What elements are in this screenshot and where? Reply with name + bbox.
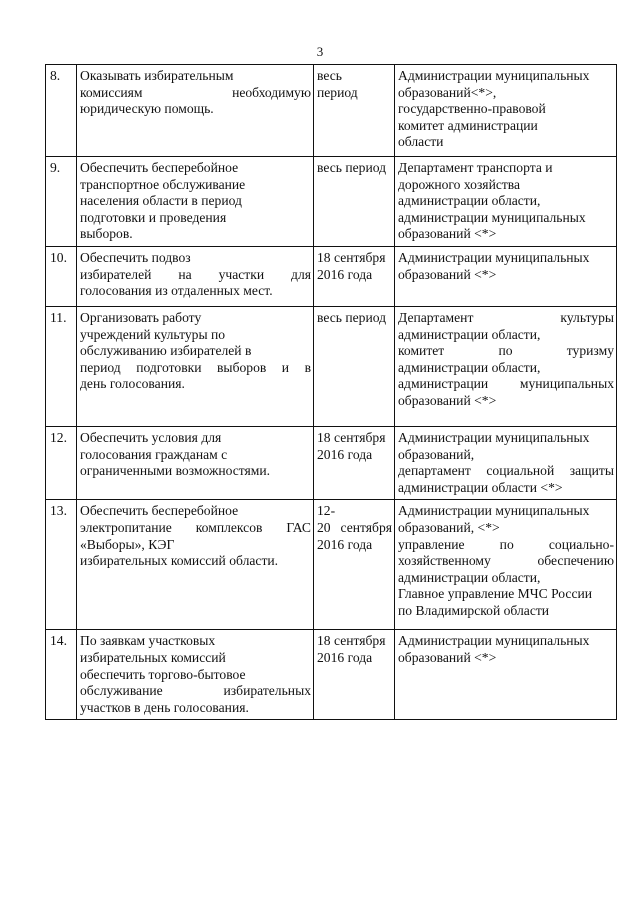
task-cell	[77, 306, 314, 426]
row-number: 8.	[46, 65, 77, 157]
task-line: выборов.	[80, 226, 133, 242]
responsible-cell	[395, 426, 617, 499]
task-line: По заявкам участковых	[80, 633, 216, 649]
resp-line: администрации области,	[398, 569, 541, 585]
resp-line: администрации области <*>	[398, 479, 563, 495]
task-line: избирателей на участки для	[80, 266, 311, 282]
term-line: весь	[317, 68, 342, 83]
table-row	[46, 306, 617, 426]
resp-line: комитет администрации	[398, 117, 538, 133]
term-line: 18 сентября	[317, 429, 386, 445]
table-row	[46, 157, 617, 247]
task-line: избирательных комиссий	[80, 649, 226, 665]
resp-line: хозяйственному обеспечению	[398, 553, 614, 569]
page-number: 3	[316, 44, 324, 59]
table-row	[46, 426, 617, 499]
term-line: 20 сентября	[317, 519, 392, 535]
row-number: 11.	[46, 306, 77, 426]
resp-line: дорожного хозяйства	[398, 176, 521, 192]
resp-line: Администрации муниципальных	[398, 503, 590, 519]
task-line: обеспечить торгово-бытовое	[80, 666, 246, 682]
measures-table	[45, 64, 617, 720]
resp-line: образований<*>,	[398, 84, 497, 100]
resp-line: образований <*>	[398, 226, 497, 242]
task-cell	[77, 500, 314, 630]
task-line: Организовать работу	[80, 309, 202, 325]
resp-line: образований <*>	[398, 649, 497, 665]
deadline-cell	[314, 426, 395, 499]
resp-line: управление по социально-	[398, 536, 614, 552]
task-line: «Выборы», КЭГ	[80, 536, 175, 552]
deadline-cell	[314, 306, 395, 426]
task-line: комиссиям необходимую	[80, 84, 311, 100]
resp-line: комитет по туризму	[398, 343, 614, 359]
row-number: 14.	[46, 630, 77, 720]
resp-line: Главное управление МЧС России	[398, 586, 593, 602]
task-line: Обеспечить условия для	[80, 429, 222, 445]
resp-line: государственно-правовой	[398, 101, 546, 117]
task-line: Обеспечить бесперебойное	[80, 503, 239, 519]
resp-line: образований, <*>	[398, 519, 500, 535]
deadline-cell	[314, 246, 395, 306]
table-row	[46, 65, 617, 157]
responsible-cell	[395, 500, 617, 630]
task-cell	[77, 65, 314, 157]
deadline-cell	[314, 630, 395, 720]
task-line: избирательных комиссий области.	[80, 553, 279, 569]
responsible-cell	[395, 65, 617, 157]
task-line: транспортное обслуживание	[80, 176, 246, 192]
term-line: 18 сентября	[317, 633, 386, 649]
task-cell	[77, 157, 314, 247]
task-cell	[77, 630, 314, 720]
resp-line: администрации области,	[398, 359, 541, 375]
term-line: период	[317, 84, 358, 100]
resp-line: образований,	[398, 446, 475, 462]
task-line: учреждений культуры по	[80, 326, 226, 342]
task-line: ограниченными возможностями.	[80, 463, 271, 479]
deadline-cell	[314, 65, 395, 157]
table-row	[46, 630, 617, 720]
term-line: 2016 года	[317, 266, 373, 282]
responsible-cell	[395, 306, 617, 426]
resp-line: образований <*>	[398, 266, 497, 282]
resp-line: области	[398, 134, 444, 150]
table-row	[46, 246, 617, 306]
term-line: 2016 года	[317, 536, 373, 552]
row-number: 12.	[46, 426, 77, 499]
resp-line: департамент социальной защиты	[398, 463, 614, 479]
task-line: юридическую помощь.	[80, 101, 214, 117]
measures-table-body	[46, 65, 617, 720]
resp-line: администрации муниципальных	[398, 209, 586, 225]
task-line: подготовки и проведения	[80, 209, 227, 225]
task-line: голосования гражданам с	[80, 446, 228, 462]
term-line: весь период	[317, 160, 387, 175]
row-number: 13.	[46, 500, 77, 630]
task-line: Оказывать избирательным	[80, 68, 234, 83]
term-line: 2016 года	[317, 649, 373, 665]
resp-line: Департамент транспорта и	[398, 160, 553, 175]
resp-line: образований <*>	[398, 392, 497, 408]
row-number: 9.	[46, 157, 77, 247]
term-line: 2016 года	[317, 446, 373, 462]
deadline-cell	[314, 500, 395, 630]
resp-line: Департамент культуры	[398, 309, 614, 325]
term-line: 12-	[317, 503, 336, 519]
resp-line: администрации муниципальных	[398, 376, 614, 392]
resp-line: по Владимирской области	[398, 602, 550, 618]
responsible-cell	[395, 246, 617, 306]
resp-line: Администрации муниципальных	[398, 429, 590, 445]
task-line: период подготовки выборов и в	[80, 359, 311, 375]
task-line: обслуживанию избирателей в	[80, 343, 252, 359]
row-number: 10.	[46, 246, 77, 306]
task-cell	[77, 426, 314, 499]
term-line: весь период	[317, 309, 387, 325]
resp-line: администрации области,	[398, 326, 541, 342]
resp-line: Администрации муниципальных	[398, 633, 590, 649]
task-line: участков в день голосования.	[80, 699, 249, 715]
responsible-cell	[395, 630, 617, 720]
task-line: населения области в период	[80, 193, 242, 209]
task-cell	[77, 246, 314, 306]
term-line: 18 сентября	[317, 249, 386, 265]
resp-line: администрации области,	[398, 193, 541, 209]
responsible-cell	[395, 157, 617, 247]
deadline-cell	[314, 157, 395, 247]
resp-line: Администрации муниципальных	[398, 249, 590, 265]
task-line: электропитание комплексов ГАС	[80, 519, 311, 535]
task-line: день голосования.	[80, 376, 185, 392]
task-line: Обеспечить бесперебойное	[80, 160, 239, 175]
resp-line: Администрации муниципальных	[398, 68, 590, 83]
task-line: голосования из отдаленных мест.	[80, 283, 273, 299]
task-line: обслуживание избирательных	[80, 683, 311, 699]
table-row	[46, 500, 617, 630]
task-line: Обеспечить подвоз	[80, 249, 191, 265]
